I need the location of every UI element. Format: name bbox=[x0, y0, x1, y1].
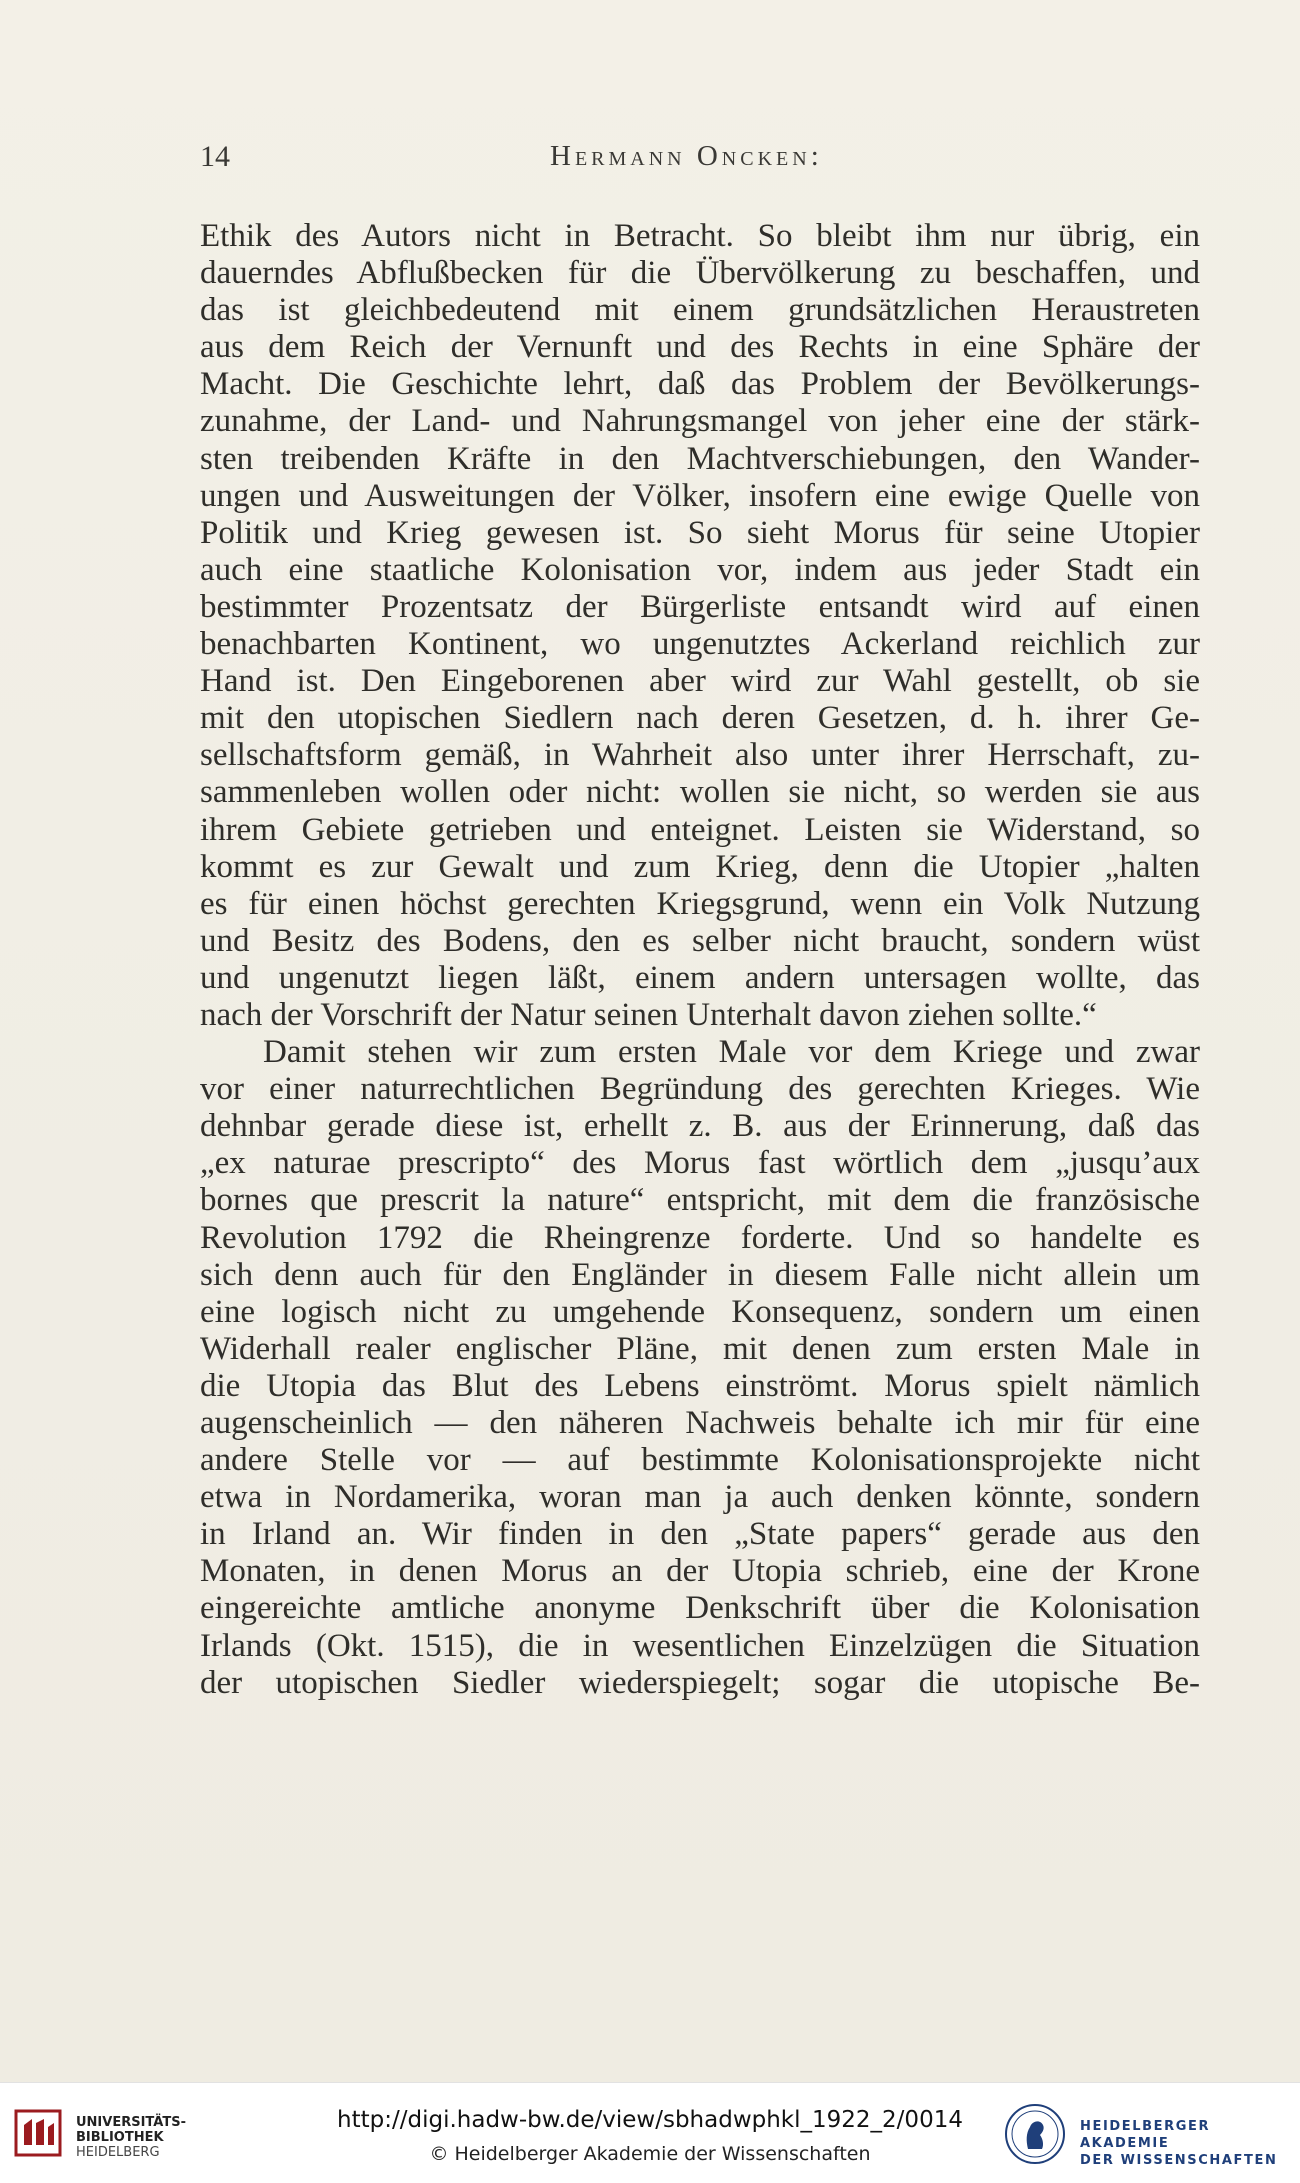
text-line: und ungenutzt liegen läßt, einem andern untersagen wollte, das bbox=[200, 959, 1200, 996]
university-library-name bbox=[76, 2115, 186, 2160]
library-line-1: UNIVERSITÄTS- bbox=[76, 2115, 186, 2130]
text-line: ungen und Ausweitungen der Völker, insofern eine ewige Quelle von bbox=[200, 477, 1200, 514]
text-line: ihrem Gebiete getrieben und enteignet. Leisten sie Widerstand, so bbox=[200, 811, 1200, 848]
text-line: aus dem Reich der Vernunft und des Rechts in eine Sphäre der bbox=[200, 329, 1200, 366]
text-line: sten treibenden Kräfte in den Machtverschiebungen, den Wander- bbox=[200, 440, 1200, 477]
text-line: sellschaftsform gemäß, in Wahrheit also unter ihrer Herrschaft, zu- bbox=[200, 737, 1200, 774]
university-library-logo-icon bbox=[14, 2109, 62, 2157]
text-line: nach der Vorschrift der Natur seinen Unterhalt davon ziehen sollte.“ bbox=[200, 996, 1097, 1033]
body-text bbox=[200, 218, 1200, 1702]
text-line: eine logisch nicht zu umgehende Konsequenz, sondern um einen bbox=[200, 1293, 1200, 1330]
text-line: das ist gleichbedeutend mit einem grundsätzlichen Heraustreten bbox=[200, 292, 1200, 329]
library-line-2: BIBLIOTHEK bbox=[76, 2130, 164, 2145]
text-line: bornes que prescrit la nature“ entspricht, mit dem die französische bbox=[200, 1182, 1200, 1219]
text-line: dauerndes Abflußbecken für die Übervölkerung zu beschaffen, und bbox=[200, 255, 1200, 292]
text-line: benachbarten Kontinent, wo ungenutztes Ackerland reichlich zur bbox=[200, 626, 1200, 663]
text-line: sich denn auch für den Engländer in diesem Falle nicht allein um bbox=[200, 1256, 1200, 1293]
text-line: etwa in Nordamerika, woran man ja auch denken könnte, sondern bbox=[200, 1479, 1200, 1516]
paragraph-first-line: Damit stehen wir zum ersten Male vor dem Kriege und zwar bbox=[263, 1034, 1200, 1071]
text-line: dehnbar gerade diese ist, erhellt z. B. aus der Erinnerung, daß das bbox=[200, 1108, 1200, 1145]
text-line: vor einer naturrechtlichen Begründung des gerechten Krieges. Wie bbox=[200, 1071, 1200, 1108]
text-line: augenscheinlich — den näheren Nachweis behalte ich mir für eine bbox=[200, 1405, 1200, 1441]
academy-line-2: DER WISSENSCHAFTEN bbox=[1080, 2153, 1278, 2168]
text-line: es für einen höchst gerechten Kriegsgrund, wenn ein Volk Nutzung bbox=[200, 885, 1200, 922]
text-line: in Irland an. Wir finden in den „State papers“ gerade aus den bbox=[200, 1516, 1200, 1553]
academy-seal-icon bbox=[1004, 2103, 1066, 2165]
academy-name bbox=[1080, 2118, 1300, 2169]
text-line: „ex naturae prescripto“ des Morus fast wörtlich dem „jusqu’aux bbox=[200, 1145, 1200, 1182]
viewer-footer bbox=[0, 2082, 1300, 2183]
text-line: und Besitz des Bodens, den es selber nicht braucht, sondern wüst bbox=[200, 922, 1200, 959]
page-number: 14 bbox=[200, 140, 230, 173]
page-header bbox=[200, 140, 1200, 180]
permalink-url[interactable]: http://digi.hadw-bw.de/view/sbhadwphkl_1922_2/0014 bbox=[337, 2107, 963, 2133]
text-line: eingereichte amtliche anonyme Denkschrift über die Kolonisation bbox=[200, 1590, 1200, 1627]
text-line: die Utopia das Blut des Lebens einströmt. Morus spielt nämlich bbox=[200, 1367, 1200, 1404]
library-line-3: HEIDELBERG bbox=[76, 2145, 160, 2160]
academy-line-1: HEIDELBERGER AKADEMIE bbox=[1080, 2119, 1211, 2151]
text-line: andere Stelle vor — auf bestimmte Kolonisationsprojekte nicht bbox=[200, 1442, 1200, 1479]
text-line: Widerhall realer englischer Pläne, mit denen zum ersten Male in bbox=[200, 1330, 1200, 1367]
text-line: Revolution 1792 die Rheingrenze forderte. Und so handelte es bbox=[200, 1219, 1200, 1256]
text-line: sammenleben wollen oder nicht: wollen sie nicht, so werden sie aus bbox=[200, 774, 1200, 811]
text-line: zunahme, der Land- und Nahrungsmangel von jeher eine der stärk- bbox=[200, 403, 1200, 440]
text-line: Irlands (Okt. 1515), die in wesentlichen Einzelzügen die Situation bbox=[200, 1627, 1200, 1664]
text-line: kommt es zur Gewalt und zum Krieg, denn die Utopier „halten bbox=[200, 848, 1200, 885]
text-line: Monaten, in denen Morus an der Utopia schrieb, eine der Krone bbox=[200, 1553, 1200, 1590]
text-line: Politik und Krieg gewesen ist. So sieht Morus für seine Utopier bbox=[200, 514, 1200, 551]
text-line: Ethik des Autors nicht in Betracht. So bleibt ihm nur übrig, ein bbox=[200, 218, 1200, 254]
text-line: auch eine staatliche Kolonisation vor, indem aus jeder Stadt ein bbox=[200, 551, 1200, 588]
running-head: Hermann Oncken: bbox=[550, 140, 823, 172]
copyright-notice: © Heidelberger Akademie der Wissenschaften bbox=[429, 2143, 871, 2165]
text-line: der utopischen Siedler wiederspiegelt; sogar die utopische Be- bbox=[200, 1664, 1200, 1701]
text-line: bestimmter Prozentsatz der Bürgerliste entsandt wird auf einen bbox=[200, 588, 1200, 625]
text-line: Hand ist. Den Eingeborenen aber wird zur Wahl gestellt, ob sie bbox=[200, 663, 1200, 700]
text-line: Macht. Die Geschichte lehrt, daß das Problem der Bevölkerungs- bbox=[200, 366, 1200, 403]
text-line: mit den utopischen Siedlern nach deren Gesetzen, d. h. ihrer Ge- bbox=[200, 700, 1200, 737]
